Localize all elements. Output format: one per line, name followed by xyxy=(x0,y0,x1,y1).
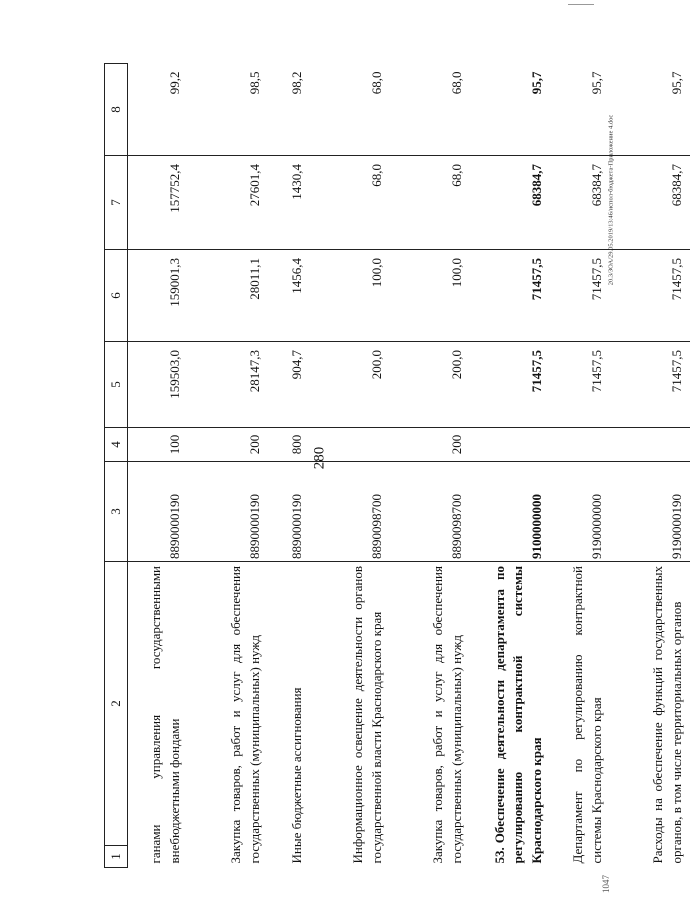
table-row-section-53 xyxy=(470,64,550,868)
row-name: Закупка товаров, работ и услуг для обеспечения государственных (муниципальных) нужд xyxy=(430,566,464,864)
row-value-6: 71457,5 xyxy=(610,250,690,342)
row-value-8: 99,2 xyxy=(128,64,189,156)
row-name: Закупка товаров, работ и услуг для обеспечения государственных (муниципальных) нужд xyxy=(228,566,262,864)
row-value-7: 27601,4 xyxy=(188,156,268,250)
page-number: 280 xyxy=(311,446,328,470)
row-code: 8890098700 xyxy=(390,462,470,562)
row-code: 9190000000 xyxy=(550,462,610,562)
table-row xyxy=(188,64,268,868)
row-value-8: 98,5 xyxy=(188,64,268,156)
row-value-7: 157752,4 xyxy=(128,156,189,250)
row-code: 8890000190 xyxy=(188,462,268,562)
column-header-3: 3 xyxy=(105,462,128,562)
table-row xyxy=(128,64,189,868)
row-value-5: 159503,0 xyxy=(128,342,189,428)
row-value-5: 904,7 xyxy=(268,342,310,428)
row-name: Департамент по регулированию контрактной системы Краснодарского края xyxy=(570,566,604,864)
column-header-8: 8 xyxy=(105,64,128,156)
row-name: Иные бюджетные ассигнования xyxy=(288,687,304,864)
row-value-5: 200,0 xyxy=(310,342,390,428)
table-row xyxy=(550,64,610,868)
column-header-5: 5 xyxy=(105,342,128,428)
row-expense-type xyxy=(470,428,550,462)
row-number: 53. xyxy=(491,847,507,864)
row-value-8: 98,2 xyxy=(268,64,310,156)
row-value-5: 200,0 xyxy=(390,342,470,428)
row-code: 8890098700 xyxy=(310,462,390,562)
row-expense-type: 800 xyxy=(268,428,310,462)
row-value-8: 68,0 xyxy=(390,64,470,156)
row-value-6: 100,0 xyxy=(390,250,470,342)
row-value-6: 159001,3 xyxy=(128,250,189,342)
row-name: Информационное освещение деятельности органов государственной власти Краснодарского края xyxy=(350,566,384,864)
scan-corner-mark xyxy=(568,4,594,5)
row-value-6: 1456,4 xyxy=(268,250,310,342)
row-name: Расходы на обеспечение функций государственных органов, в том числе территориальных органов xyxy=(650,566,684,864)
footer-file-path: 20.3/ЗОА/29.05.2019/13:46/испол-бюджета-Приложение 4.doc xyxy=(607,114,615,286)
row-value-7: 1430,4 xyxy=(268,156,310,250)
bottom-page-mark: 1047 xyxy=(601,875,611,893)
row-value-5: 71457,5 xyxy=(470,342,550,428)
table-row xyxy=(268,64,310,868)
row-value-8: 95,7 xyxy=(550,64,610,156)
row-expense-type: 100 xyxy=(128,428,189,462)
row-code: 9100000000 xyxy=(470,462,550,562)
row-expense-type xyxy=(550,428,610,462)
row-expense-type xyxy=(310,428,390,462)
row-value-5: 28147,3 xyxy=(188,342,268,428)
row-value-7: 68384,7 xyxy=(470,156,550,250)
row-value-6: 100,0 xyxy=(310,250,390,342)
row-name-text: Обеспечение деятельности департамента по регулированию контрактной системы Краснодарского края xyxy=(491,566,544,864)
row-value-7: 68,0 xyxy=(310,156,390,250)
row-value-6: 71457,5 xyxy=(470,250,550,342)
column-header-4: 4 xyxy=(105,428,128,462)
column-header-2: 2 xyxy=(105,562,128,846)
row-code: 8890000190 xyxy=(128,462,189,562)
row-code: 9190000190 xyxy=(610,462,690,562)
row-value-5: 71457,5 xyxy=(610,342,690,428)
column-header-7: 7 xyxy=(105,156,128,250)
row-value-7: 68384,7 xyxy=(550,156,610,250)
row-name xyxy=(470,562,550,868)
row-code: 8890000190 xyxy=(268,462,310,562)
row-expense-type: 200 xyxy=(390,428,470,462)
row-value-8: 95,7 xyxy=(470,64,550,156)
row-value-5: 71457,5 xyxy=(550,342,610,428)
row-value-6: 71457,5 xyxy=(550,250,610,342)
row-name: ганами управления государственными внебюджетными фондами xyxy=(148,566,182,864)
row-value-8: 68,0 xyxy=(310,64,390,156)
row-value-6: 28011,1 xyxy=(188,250,268,342)
column-header-6: 6 xyxy=(105,250,128,342)
row-expense-type: 200 xyxy=(188,428,268,462)
table-row xyxy=(390,64,470,868)
budget-table xyxy=(104,63,690,868)
row-value-8: 95,7 xyxy=(610,64,690,156)
row-expense-type xyxy=(610,428,690,462)
header-row xyxy=(105,64,128,868)
row-value-7: 68,0 xyxy=(390,156,470,250)
table-row xyxy=(610,64,690,868)
table-row xyxy=(310,64,390,868)
column-header-1: 1 xyxy=(105,846,128,868)
row-value-7: 68384,7 xyxy=(610,156,690,250)
